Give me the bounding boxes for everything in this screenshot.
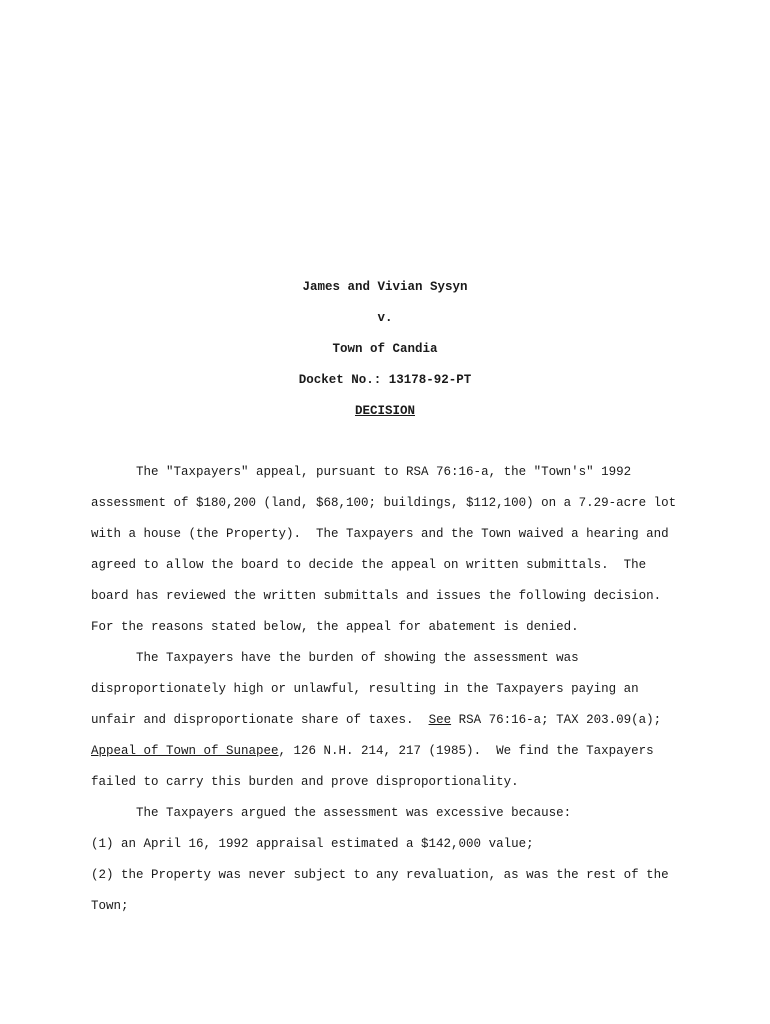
- body-text: unfair and disproportionate share of taxes.: [91, 713, 429, 727]
- body-line: [91, 713, 661, 727]
- body-line: Town;: [91, 899, 129, 913]
- body-line: disproportionately high or unlawful, resulting in the Taxpayers paying an: [91, 682, 639, 696]
- docket-number: Docket No.: 13178-92-PT: [298, 373, 472, 387]
- body-line: The "Taxpayers" appeal, pursuant to RSA 76:16-a, the "Town's" 1992: [91, 465, 632, 479]
- caption-parties-2: Town of Candia: [332, 342, 438, 356]
- decision-heading: DECISION: [354, 404, 415, 418]
- caption-parties-1: James and Vivian Sysyn: [302, 280, 468, 294]
- body-line: board has reviewed the written submittals and issues the following decision.: [91, 589, 662, 603]
- body-line: The Taxpayers argued the assessment was excessive because:: [91, 806, 572, 820]
- body-line: assessment of $180,200 (land, $68,100; buildings, $112,100) on a 7.29-acre lot: [91, 496, 677, 510]
- caption-versus: v.: [377, 311, 393, 325]
- body-text: , 126 N.H. 214, 217 (1985). We find the Taxpayers: [278, 744, 654, 758]
- case-citation: Appeal of Town of Sunapee: [91, 744, 279, 758]
- body-line: (1) an April 16, 1992 appraisal estimated a $142,000 value;: [91, 837, 534, 851]
- body-line: agreed to allow the board to decide the appeal on written submittals. The: [91, 558, 647, 572]
- body-line: For the reasons stated below, the appeal for abatement is denied.: [91, 620, 579, 634]
- body-line: (2) the Property was never subject to any revaluation, as was the rest of the: [91, 868, 669, 882]
- body-text: RSA 76:16-a; TAX 203.09(a);: [451, 713, 662, 727]
- body-line: [91, 744, 654, 758]
- body-line: The Taxpayers have the burden of showing the assessment was: [91, 651, 579, 665]
- body-line: with a house (the Property). The Taxpayers and the Town waived a hearing and: [91, 527, 669, 541]
- body-line: failed to carry this burden and prove disproportionality.: [91, 775, 519, 789]
- citation-signal: See: [428, 713, 452, 727]
